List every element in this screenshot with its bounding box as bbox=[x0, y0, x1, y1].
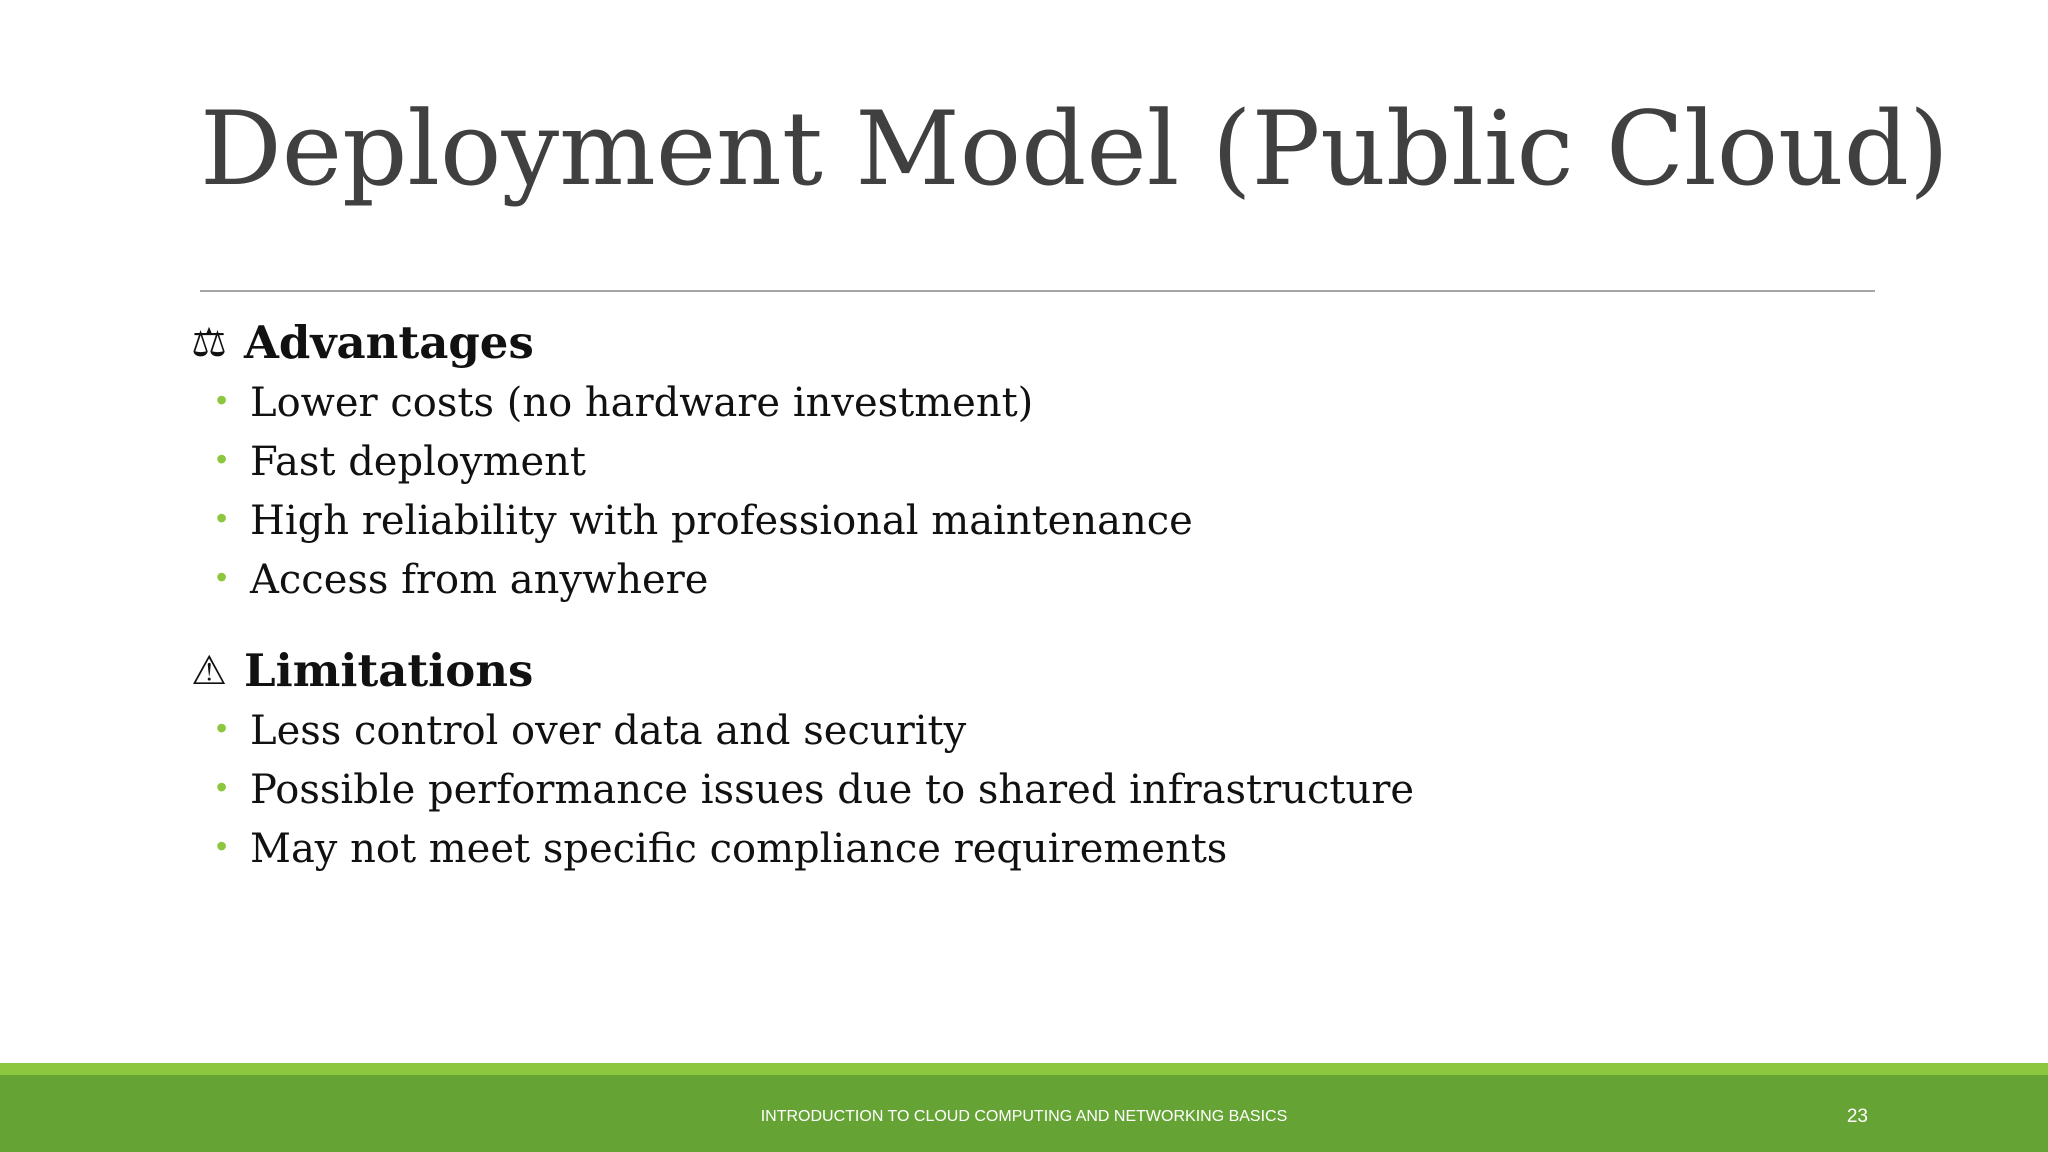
footer-accent-stripe bbox=[0, 1063, 2048, 1075]
limitations-heading bbox=[186, 640, 1886, 702]
list-item-text: High reliability with professional maintenance bbox=[250, 498, 1193, 544]
warning-icon: ⚠ bbox=[191, 648, 227, 694]
list-item bbox=[186, 761, 1886, 820]
list-item-text: Access from anywhere bbox=[250, 557, 709, 603]
list-item bbox=[186, 820, 1886, 879]
list-item bbox=[186, 492, 1886, 551]
list-item bbox=[186, 551, 1886, 610]
bullet-icon: • bbox=[216, 769, 228, 805]
list-item bbox=[186, 374, 1886, 433]
page-number: 23 bbox=[1846, 1106, 1868, 1127]
list-item bbox=[186, 702, 1886, 761]
bullet-icon: • bbox=[216, 382, 228, 418]
list-item-text: Less control over data and security bbox=[250, 708, 967, 754]
title-divider bbox=[200, 290, 1875, 292]
bullet-icon: • bbox=[216, 441, 228, 477]
bullet-icon: • bbox=[216, 710, 228, 746]
list-item-text: May not meet specific compliance requirements bbox=[250, 826, 1228, 872]
list-item-text: Fast deployment bbox=[250, 439, 586, 485]
limitations-list bbox=[186, 702, 1886, 879]
footer-text: INTRODUCTION TO CLOUD COMPUTING AND NETWORKING BASICS bbox=[760, 1108, 1288, 1125]
list-item bbox=[186, 433, 1886, 492]
limitations-heading-label: Limitations bbox=[244, 644, 534, 697]
bullet-icon: • bbox=[216, 559, 228, 595]
bullet-icon: • bbox=[216, 828, 228, 864]
advantages-heading-label: Advantages bbox=[244, 316, 534, 369]
list-item-text: Lower costs (no hardware investment) bbox=[250, 380, 1034, 426]
bullet-icon: • bbox=[216, 500, 228, 536]
list-item-text: Possible performance issues due to shared infrastructure bbox=[250, 767, 1414, 813]
slide-title: Deployment Model (Public Cloud) bbox=[200, 90, 1949, 209]
slide-content bbox=[186, 312, 1886, 879]
advantages-heading bbox=[186, 312, 1886, 374]
advantages-list bbox=[186, 374, 1886, 610]
balance-scale-icon: ⚖ bbox=[191, 320, 227, 366]
